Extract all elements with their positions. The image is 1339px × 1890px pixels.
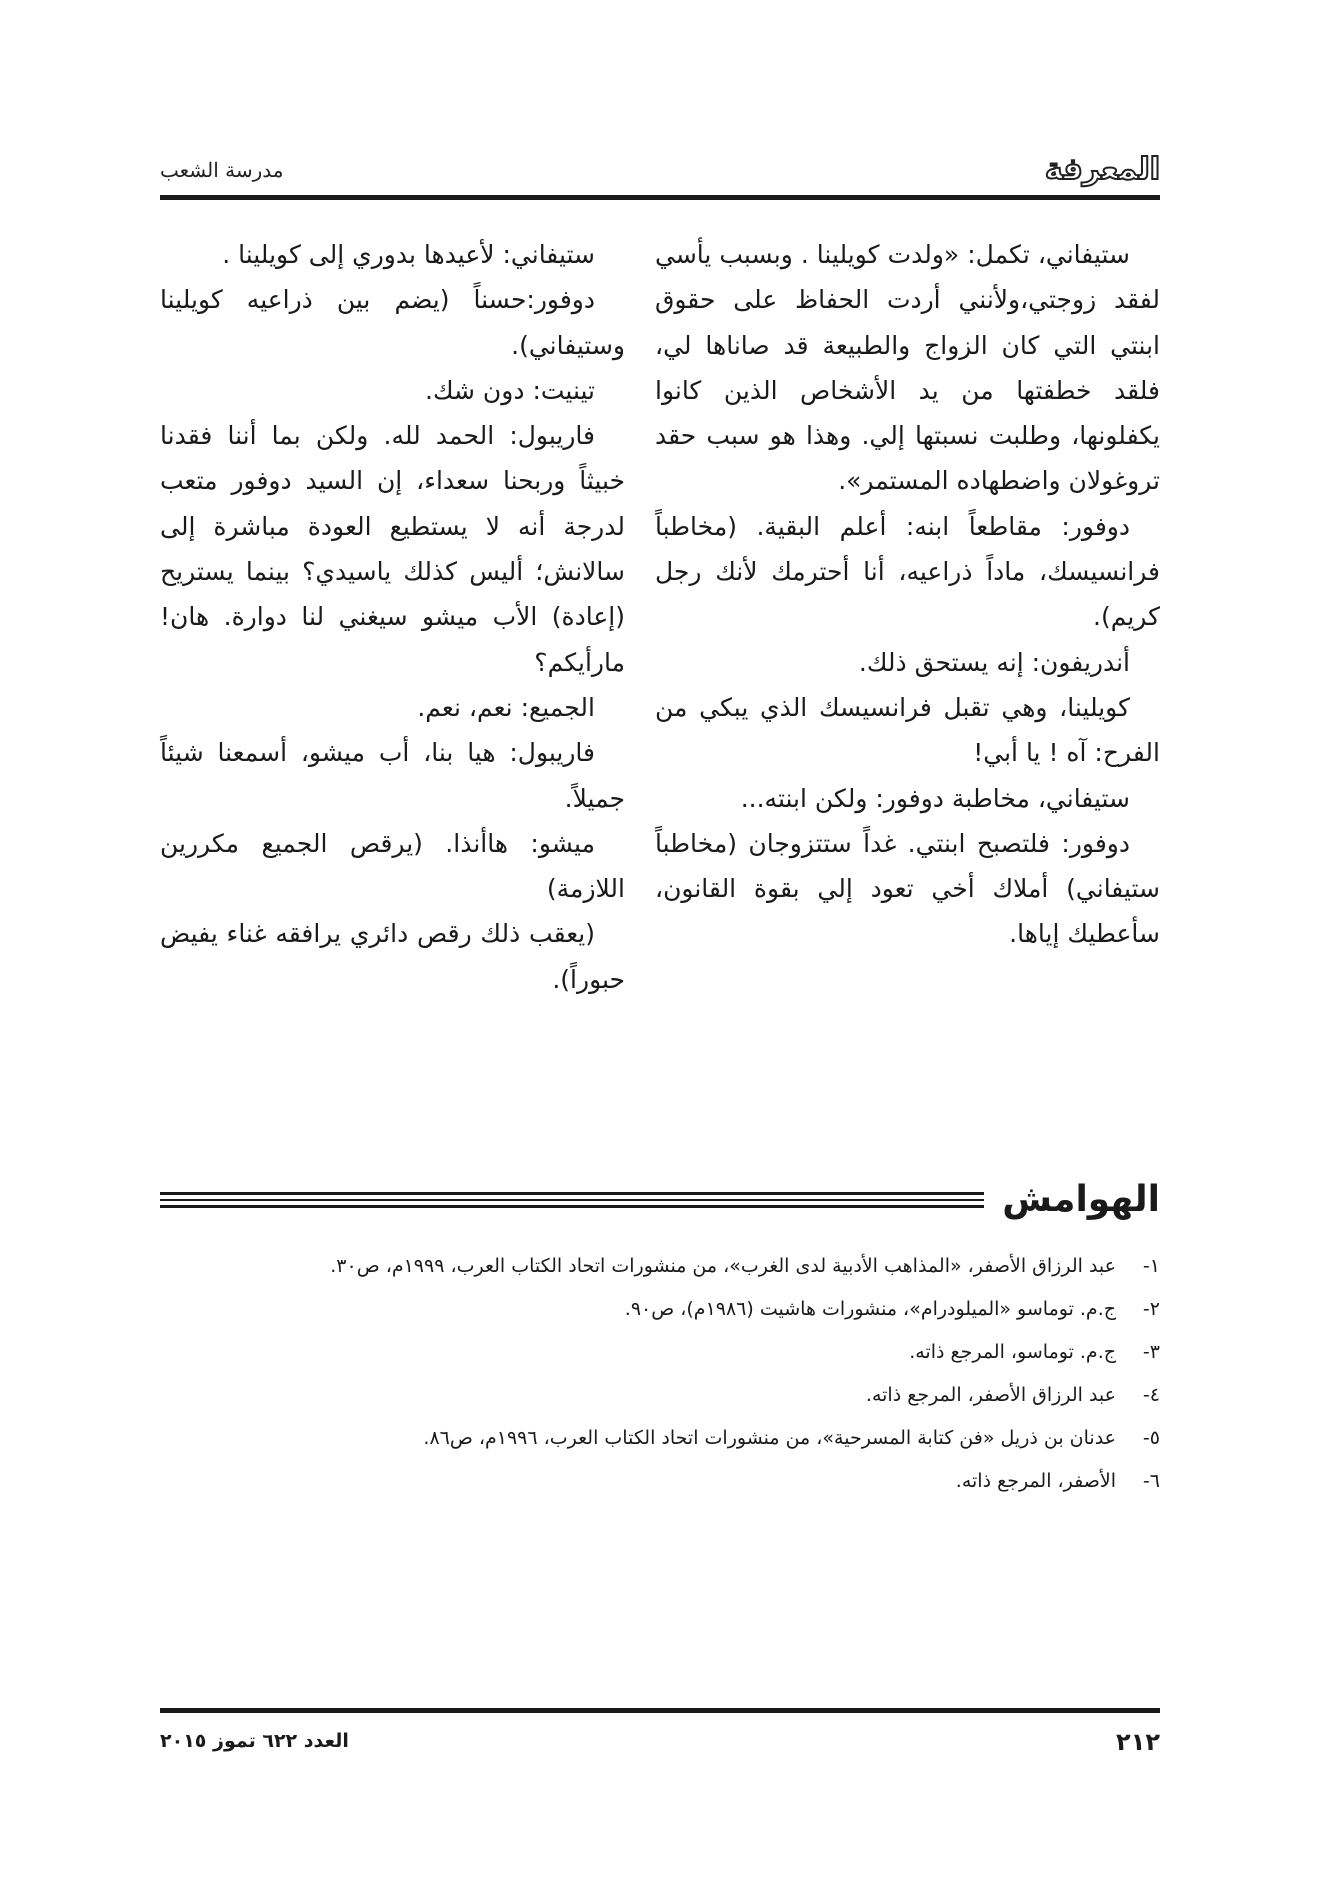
paragraph: (يعقب ذلك رقص دائري يرافقه غناء يفيض حبوراً). [160,919,625,994]
paragraph: تينيت: دون شك. [425,375,595,405]
paragraph: فاريبول: هيا بنا، أب ميشو، أسمعنا شيئاً جميلاً. [160,738,625,813]
paragraph: دوفور: فلتصبح ابنتي. غداً ستتزوجان (مخاطباً ستيفاني) أملاك أخي تعود إلي بقوة القانون، سأعطيك إياها. [655,828,1160,949]
footnote-text: عبد الرزاق الأصفر، المرجع ذاته. [865,1384,1116,1406]
text-column-left [160,232,625,1002]
text-column-right [655,232,1160,957]
footnote-text: عبد الرزاق الأصفر، «المذاهب الأدبية لدى الغرب»، من منشورات اتحاد الكتاب العرب، ١٩٩٩م، ص٣٠. [330,1255,1116,1277]
heading-rule [160,1199,1010,1201]
footnote-number: ٤- [1142,1384,1160,1406]
footnote-number: ١- [1142,1255,1160,1277]
paragraph: ستيفاني: لأعيدها بدوري إلى كويلينا . [222,240,595,269]
paragraph: كويلينا، وهي تقبل فرانسيسك الذي يبكي من الفرح: آه ! يا أبي! [655,692,1160,768]
paragraph: ستيفاني، مخاطبة دوفور: ولكن ابنته... [740,783,1130,813]
footnotes-heading [160,1170,1160,1230]
footnotes-list [160,1245,1160,1503]
heading-rule [160,1192,1010,1195]
footnote-number: ٦- [1142,1470,1160,1492]
paragraph: دوفور:حسناً (يضم بين ذراعيه كويلينا وستيفاني). [160,285,625,360]
footnote [160,1460,1160,1503]
heading-rule [160,1205,1010,1208]
footnote-text: الأصفر، المرجع ذاته. [955,1470,1116,1492]
section-title: مدرسة الشعب [160,158,284,182]
footnote-text: ج.م. توماسو، المرجع ذاته. [909,1341,1116,1363]
footnote [160,1331,1160,1374]
paragraph: أندريفون: إنه يستحق ذلك. [858,647,1130,677]
footnote-number: ٢- [1142,1298,1160,1320]
page-number: ٢١٢ [1116,1728,1160,1756]
footnote [160,1417,1160,1460]
footnotes-title: الهوامش [984,1170,1160,1230]
paragraph: الجميع: نعم، نعم. [417,692,595,722]
footnote-number: ٥- [1142,1427,1160,1449]
paragraph: دوفور: مقاطعاً ابنه: أعلم البقية. (مخاطباً فرانسيسك، ماداً ذراعيه، أنا أحترمك لأنك رجل كريم). [655,511,1160,632]
footnote-number: ٣- [1142,1341,1160,1363]
footnote [160,1245,1160,1288]
paragraph: فاريبول: الحمد لله. ولكن بما أننا فقدنا خبيثاً وربحنا سعداء، إن السيد دوفور متعب لدرجة أنه لا يستطيع العودة مباشرة إلى سالانش؛ أليس كذلك ياسيدي؟ بينما يستريح (إعادة) الأب ميشو سيغني لنا دوارة. هان! مارأيكم؟ [160,421,625,677]
header-divider [160,195,1160,200]
paragraph: ستيفاني، تكمل: «ولدت كويلينا . وبسبب يأسي لفقد زوجتي،ولأنني أردت الحفاظ على حقوق ابنتي التي كان الزواج والطبيعة قد صاناها لي، فلقد خطفتها من يد الأشخاص الذين كانوا يكفلونها، وطلبت نسبتها إلي. وهذا هو سبب حقد تروغولان واضطهاده المستمر». [655,240,1160,496]
issue-info: العدد ٦٢٢ تموز ٢٠١٥ [160,1730,349,1752]
paragraph: ميشو: هاأنذا. (يرقص الجميع مكررين اللازمة) [160,828,625,904]
footnote [160,1374,1160,1417]
footnote [160,1288,1160,1331]
footnote-text: عدنان بن ذريل «فن كتابة المسرحية»، من منشورات اتحاد الكتاب العرب، ١٩٩٦م، ص٨٦. [423,1427,1116,1449]
footer-divider [160,1708,1160,1713]
footnote-text: ج.م. توماسو «الميلودرام»، منشورات هاشيت (١٩٨٦م)، ص٩٠. [624,1298,1116,1320]
journal-logo: المعرفة [1044,152,1160,187]
